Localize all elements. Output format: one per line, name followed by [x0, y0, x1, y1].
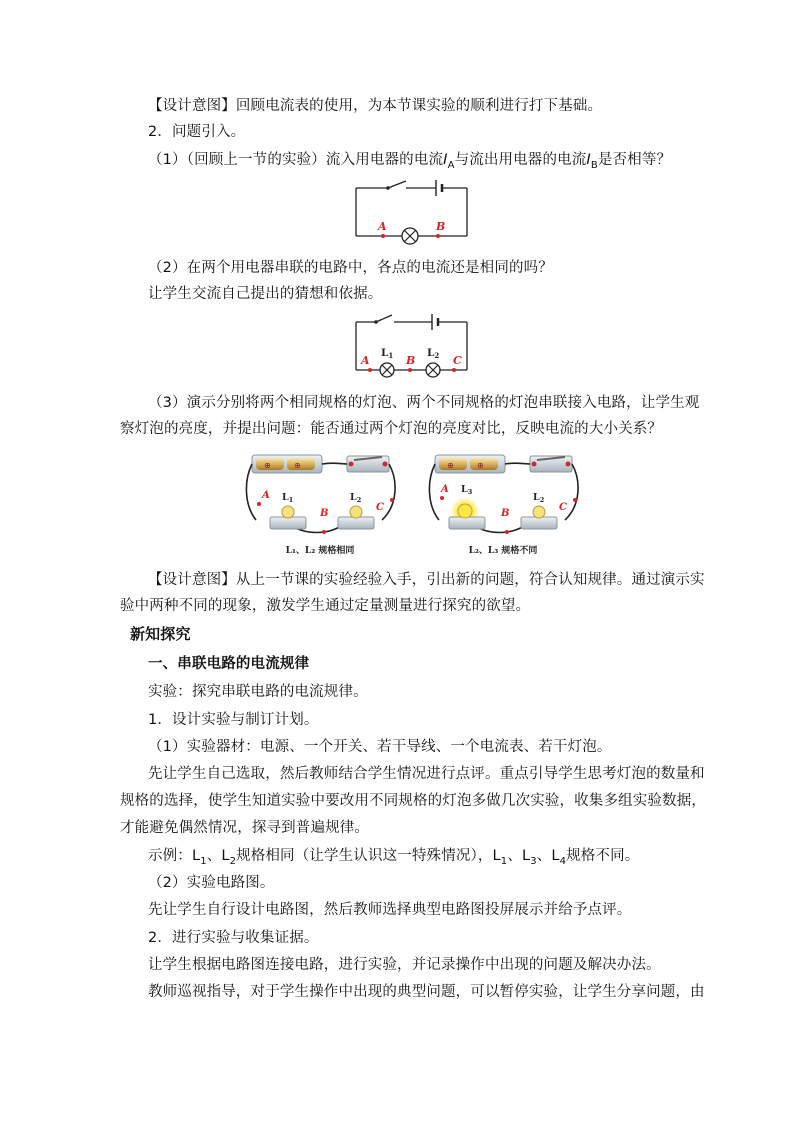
point-c-label: C [453, 354, 462, 367]
bulb-l2-symbol [426, 363, 440, 377]
bulb-symbol [402, 228, 418, 244]
question-2: （2）在两个用电器串联的电路中，各点的电流还是相同的吗？ [148, 260, 553, 276]
question-1-part-b: 与流出用电器的电流 [454, 152, 587, 168]
current-subscript-b: B [590, 159, 598, 171]
design-intent-paragraph-2-line-2: 验中两种不同的现象，激发学生通过定量测量进行探究的欲望。 [120, 598, 531, 614]
svg-text:⊕: ⊕ [294, 461, 301, 470]
bulb-l2 [533, 506, 545, 518]
step-2-title: 2．进行实验与收集证据。 [148, 930, 319, 946]
photo-left-point-b: B [320, 508, 329, 519]
section-item-2: 2．问题引入。 [148, 124, 246, 140]
section-heading: 新知探究 [130, 625, 191, 643]
photo-left-point-a: A [262, 490, 270, 501]
point-c-dot [452, 368, 456, 372]
guidance-line-1: 先让学生自己选取，然后教师结合学生情况进行点评。重点引导学生思考灯泡的数量和 [148, 766, 705, 782]
bulb-l3-base [449, 517, 485, 529]
question-1-part-c: 是否相等？ [597, 152, 672, 168]
current-subscript-a: A [447, 159, 455, 171]
design-intent-paragraph-2-line-1: 【设计意图】从上一节课的实验经验入手，引出新的问题，符合认知规律。通过演示实 [148, 572, 705, 588]
point-a-dot [381, 234, 385, 238]
photo-right-point-a: A [441, 484, 449, 495]
bulb-l3 [458, 504, 472, 518]
photo-different-spec-bulbs [425, 450, 581, 560]
step-1-title: 1．设计实验与制订计划。 [148, 712, 319, 728]
connect-circuit-line: 让学生根据电路图连接电路，进行实验，并记录操作中出现的问题及解决办法。 [148, 957, 661, 973]
question-1 [148, 150, 671, 170]
bulb-l1 [282, 506, 294, 518]
point-b-dot [436, 234, 440, 238]
bulb-l2-base [338, 517, 374, 529]
current-symbol-a: I [443, 152, 448, 168]
point-a-label: A [361, 354, 370, 367]
guidance-line-3: 才能避免偶然情况，探寻到普遍规律。 [120, 820, 370, 836]
demo-paragraph-line-1: （3）演示分别将两个相同规格的灯泡、两个不同规格的灯泡串联接入电路，让学生观 [148, 395, 700, 411]
photo-left-l1-label: $L_1$ [282, 492, 294, 504]
photo-right-point-b: B [501, 508, 510, 519]
materials-line: （1）实验器材：电源、一个开关、若干导线、一个电流表、若干灯泡。 [148, 739, 612, 755]
design-intent-tag: 【设计意图】 [148, 98, 236, 114]
design-circuit-line: 先让学生自行设计电路图，然后教师选择典型电路图投屏展示并给予点评。 [148, 902, 632, 918]
photo-left-caption: L₁、L₂ 规格相同 [285, 546, 355, 556]
guidance-line-2: 规格的选择，使学生知道实验中要改用不同规格的灯泡多做几次实验，收集多组实验数据， [120, 793, 706, 809]
bulb-l1-symbol [380, 363, 394, 377]
subsection-heading: 一、串联电路的电流规律 [148, 656, 310, 672]
point-a-label: A [378, 220, 387, 233]
photo-right-l2-label: $L_2$ [533, 492, 545, 504]
experiment-title: 实验：探究串联电路的电流规律。 [148, 684, 368, 700]
photo-left-point-c: C [376, 502, 384, 513]
design-intent-paragraph-1 [148, 96, 602, 116]
teacher-guidance-line: 教师巡视指导，对于学生操作中出现的典型问题，可以暂停实验，让学生分享问题，由 [148, 984, 705, 1000]
example-line: 示例：$L_1$、$L_2$规格相同（让学生认识这一特殊情况），$L_1$、$L_3$、$L_4$规格不同。 [148, 848, 640, 867]
switch-pivot [374, 320, 378, 324]
design-intent-tag: 【设计意图】 [148, 572, 236, 588]
photo-same-spec-bulbs [242, 450, 398, 560]
bulb-l1-label: L1 [381, 347, 394, 360]
photo-right-caption: L₂、L₃ 规格不同 [468, 546, 538, 556]
photo-left-l2-label: $L_2$ [350, 492, 362, 504]
photo-right-l3-label: $L_3$ [461, 484, 473, 496]
battery-cell-2 [287, 458, 315, 470]
point-b-label: B [436, 220, 446, 233]
point-a-dot [368, 368, 372, 372]
photo-right-point-c: C [559, 502, 567, 513]
current-symbol-b: I [586, 152, 591, 168]
point-b-label: B [406, 354, 416, 367]
circuit-diagram-single-bulb [350, 178, 474, 248]
switch-pivot [386, 186, 390, 190]
bulb-l2-base [521, 517, 557, 529]
question-1-part-a: （1）（回顾上一节的实验）流入用电器的电流 [148, 152, 444, 168]
circuit-diagram-title: （2）实验电路图。 [148, 875, 275, 891]
discussion-prompt: 让学生交流自己提出的猜想和依据。 [148, 286, 383, 302]
svg-text:⊕: ⊕ [447, 461, 454, 470]
design-intent-text: 回顾电流表的使用，为本节课实验的顺利进行打下基础。 [235, 98, 603, 114]
battery-cell-2 [470, 458, 498, 470]
bulb-l2-label: L2 [427, 347, 440, 360]
circuit-diagram-two-bulbs [350, 310, 474, 382]
demo-paragraph-line-2: 察灯泡的亮度，并提出问题：能否通过两个灯泡的亮度对比，反映电流的大小关系？ [120, 421, 663, 437]
point-b-dot [408, 368, 412, 372]
bulb-l1-base [270, 517, 306, 529]
bulb-l2 [350, 506, 362, 518]
svg-text:⊕: ⊕ [264, 461, 271, 470]
svg-text:⊕: ⊕ [477, 461, 484, 470]
